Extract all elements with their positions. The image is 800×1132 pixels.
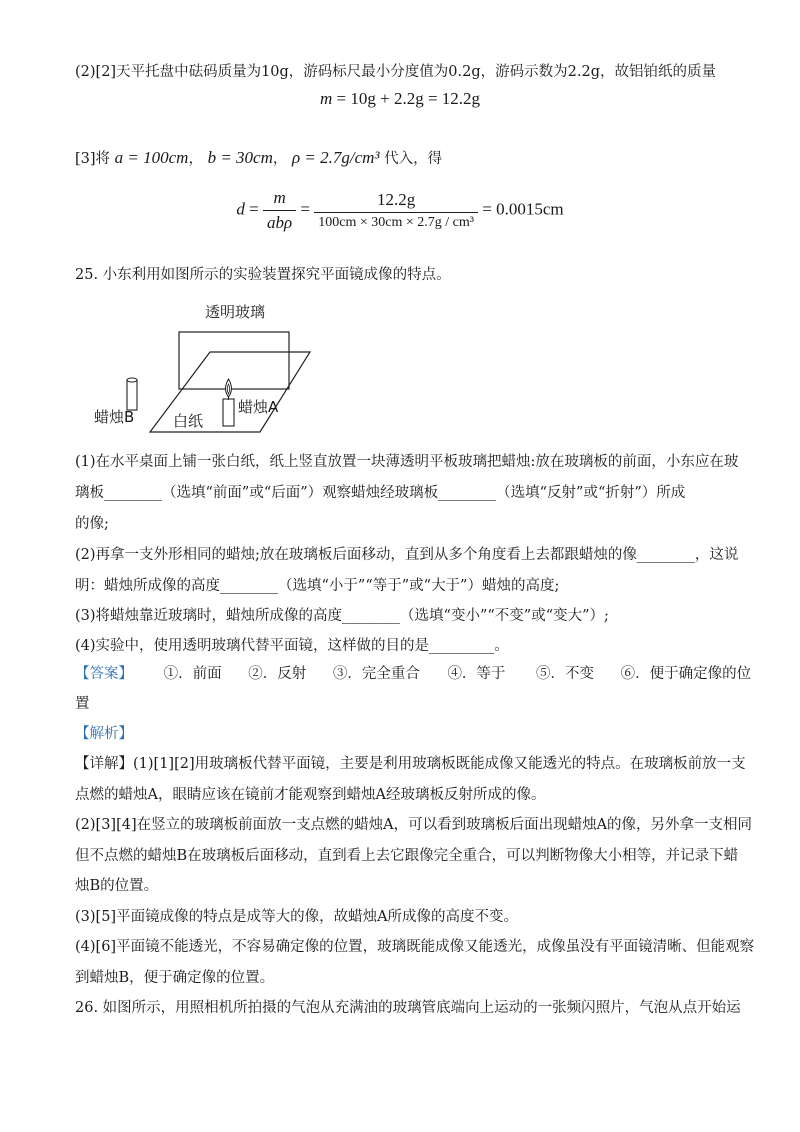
fraction-2-numerator: 12.2g bbox=[314, 190, 478, 213]
p3-value-b: b = 30cm bbox=[207, 148, 273, 167]
analysis-part4-line1: (4)[6]平面镜不能透光，不容易确定像的位置，玻璃既能成像又能透光，成像虽没有平面镜清晰、但能观察 bbox=[75, 939, 755, 955]
analysis-part2-line3: 烛B的位置。 bbox=[75, 878, 159, 894]
answer-continuation: 置 bbox=[75, 696, 90, 712]
eq-sign: = bbox=[336, 89, 347, 108]
p3-suffix: 代入，得 bbox=[384, 151, 443, 167]
answer-item-3: ③．完全重合 bbox=[332, 666, 420, 682]
eq-plus: + bbox=[380, 89, 390, 108]
answer-item-1: ①．前面 bbox=[163, 666, 222, 682]
candle-b-shape bbox=[127, 380, 137, 410]
p3-value-a: a = 100cm bbox=[114, 148, 189, 167]
fraction-1-numerator: m bbox=[263, 188, 296, 211]
plane-mirror-diagram bbox=[90, 295, 320, 440]
eq-sign-2: = bbox=[427, 89, 438, 108]
question-25-part2-line1: (2)再拿一支外形相同的蜡烛;放在玻璃板后面移动，直到从多个角度看上去都跟蜡烛的像________，这说 bbox=[75, 547, 739, 563]
eq-term-2-2g: 2.2g bbox=[393, 89, 424, 108]
paragraph-p3 bbox=[75, 148, 442, 169]
label-candle-a: 蜡烛A bbox=[238, 398, 279, 416]
eq-var-m: m bbox=[319, 89, 333, 108]
label-candle-b: 蜡烛B bbox=[94, 408, 135, 426]
question-25-part1-line1: (1)在水平桌面上铺一张白纸，纸上竖直放置一块薄透明平板玻璃把蜡烛:放在玻璃板的前面，小东应在玻 bbox=[75, 454, 739, 470]
paragraph-p2: (2)[2]天平托盘中砝码质量为10g，游码标尺最小分度值为0.2g，游码示数为2.2g，故铝铂纸的质量 bbox=[75, 64, 716, 80]
eq-sign-d-3: = bbox=[482, 199, 492, 219]
analysis-part2-line1: (2)[3][4]在竖立的玻璃板前面放一支点燃的蜡烛A，可以看到玻璃板后面出现蜡烛A的像，另外拿一支相同 bbox=[75, 817, 753, 833]
p3-value-rho: ρ = 2.7g/cm³ bbox=[291, 148, 380, 167]
candle-b-top bbox=[127, 378, 137, 382]
answer-item-6: ⑥．便于确定像的位 bbox=[620, 666, 752, 682]
analysis-part2-line2: 但不点燃的蜡烛B在玻璃板后面移动，直到看上去它跟像完全重合，可以判断物像大小相等，并记录下蜡 bbox=[75, 848, 739, 864]
question-25-part3: (3)将蜡烛靠近玻璃时，蜡烛所成像的高度________（选填“变小”“不变”或“变大”）; bbox=[75, 608, 609, 624]
answer-item-2: ②．反射 bbox=[248, 666, 307, 682]
fraction-values bbox=[314, 190, 478, 231]
label-transparent-glass: 透明玻璃 bbox=[205, 303, 266, 321]
eq-sign-d: = bbox=[249, 199, 259, 219]
question-25-part1-line3: 的像; bbox=[75, 516, 109, 532]
answer-item-5: ⑤．不变 bbox=[536, 666, 595, 682]
candle-a-shape bbox=[223, 399, 234, 426]
fraction-m-over-abrho bbox=[263, 188, 296, 233]
equation-thickness bbox=[0, 188, 800, 233]
p3-prefix: [3]将 bbox=[75, 151, 111, 167]
eq-result-thickness: 0.0015cm bbox=[496, 199, 564, 219]
question-25-part2-line2: 明：蜡烛所成像的高度________（选填“小于”“等于”或“大于”）蜡烛的高度; bbox=[75, 578, 560, 594]
eq-result-12-2g: 12.2g bbox=[441, 89, 481, 108]
glass-plate-shape bbox=[179, 332, 289, 389]
eq-sign-d-2: = bbox=[300, 199, 311, 219]
analysis-tag: 【解析】 bbox=[75, 726, 133, 742]
answer-line bbox=[75, 664, 751, 684]
p3-comma-1: ， bbox=[188, 151, 203, 167]
p3-comma-2: ， bbox=[272, 151, 288, 167]
analysis-part1-line1: 【详解】(1)[1][2]用玻璃板代替平面镜，主要是利用玻璃板既能成像又能透光的特点。在玻璃板前放一支 bbox=[75, 756, 746, 772]
equation-mass bbox=[0, 89, 800, 109]
label-white-paper: 白纸 bbox=[173, 412, 204, 430]
question-25-part1-line2: 璃板________（选填“前面”或“后面”）观察蜡烛经玻璃板________（选填“反射”或“折射”）所成 bbox=[75, 485, 686, 501]
answer-tag: 【答案】 bbox=[75, 666, 133, 682]
analysis-part3: (3)[5]平面镜成像的特点是成等大的像，故蜡烛A所成像的高度不变。 bbox=[75, 909, 519, 925]
fraction-2-denominator: 100cm × 30cm × 2.7g / cm³ bbox=[318, 215, 474, 230]
fraction-1-denominator: abρ bbox=[267, 213, 293, 232]
eq-term-10g: 10g bbox=[350, 89, 376, 108]
eq-var-d: d bbox=[236, 199, 245, 219]
question-25-part4: (4)实验中，使用透明玻璃代替平面镜，这样做的目的是_________。 bbox=[75, 638, 509, 654]
question-25-stem: 25. 小东利用如图所示的实验装置探究平面镜成像的特点。 bbox=[75, 267, 451, 283]
analysis-part1-line2: 点燃的蜡烛A，眼睛应该在镜前才能观察到蜡烛A经玻璃板反射所成的像。 bbox=[75, 787, 546, 803]
analysis-part4-line2: 到蜡烛B，便于确定像的位置。 bbox=[75, 970, 275, 986]
answer-item-4: ④．等于 bbox=[447, 666, 506, 682]
question-26-stem: 26. 如图所示，用照相机所拍摄的气泡从充满油的玻璃管底端向上运动的一张频闪照片，气泡从点开始运 bbox=[75, 1000, 741, 1016]
